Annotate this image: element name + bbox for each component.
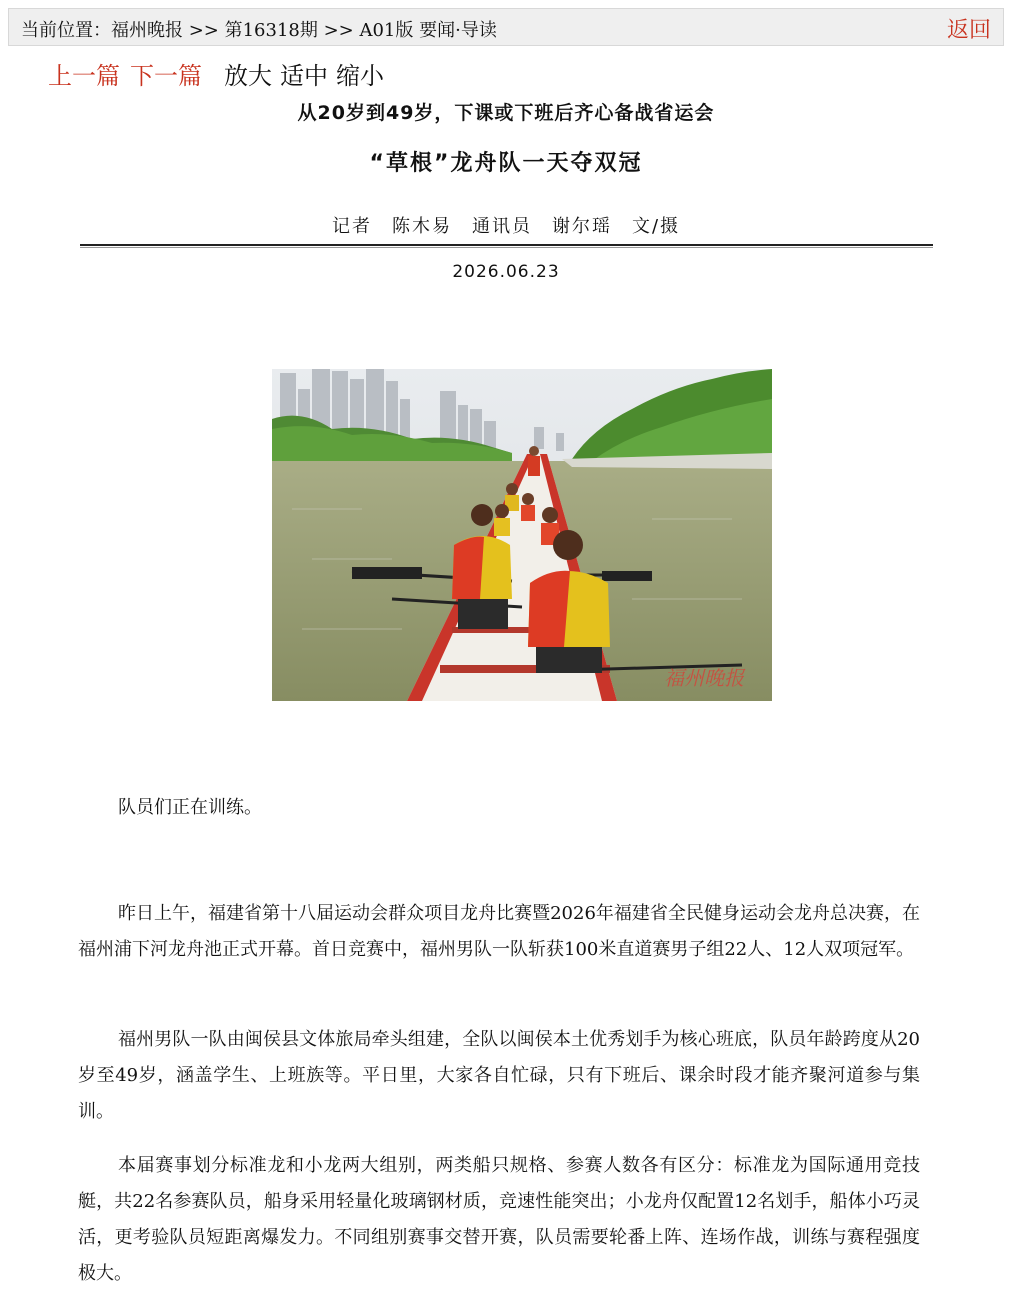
- back-link[interactable]: 返回: [946, 18, 991, 43]
- byline-correspondent-label: 通讯员: [471, 216, 532, 237]
- article-nav: [48, 56, 392, 91]
- byline-reporter-label: 记者: [331, 216, 372, 237]
- publish-date: 2026.06.23: [452, 262, 560, 282]
- article-subtitle: 从20岁到49岁，下课或下班后齐心备战省运会: [297, 102, 715, 124]
- byline-reporter-name: 陈木易: [391, 216, 452, 237]
- byline-credit: 文/摄: [631, 216, 681, 237]
- breadcrumb: 当前位置：福州晚报 >> 第16318期 >> A01版 要闻·导读: [21, 20, 497, 41]
- byline-correspondent-name: 谢尔瑶: [551, 216, 612, 237]
- article-photo: [272, 369, 772, 701]
- body-paragraph-2: 福州男队一队由闽侯县文体旅局牵头组建，全队以闽侯本土优秀划手为核心班底，队员年龄跨度从20岁至49岁，涵盖学生、上班族等。平日里，大家各自忙碌，只有下班后、课余时段才能齐聚河道参与集训。: [78, 1029, 920, 1122]
- zoom-fit-link[interactable]: 适中: [280, 62, 328, 90]
- article-title: “草根”龙舟队一天夺双冠: [369, 151, 643, 176]
- zoom-out-link[interactable]: 缩小: [336, 62, 384, 90]
- photo-watermark: 福州晚报: [664, 666, 744, 690]
- photo-caption: 队员们正在训练。: [118, 797, 262, 818]
- title-divider: [80, 244, 933, 246]
- article-byline: [0, 212, 1012, 238]
- next-article-link[interactable]: 下一篇: [130, 62, 202, 90]
- prev-article-link[interactable]: 上一篇: [48, 62, 120, 90]
- breadcrumb-bar: [8, 8, 1004, 46]
- title-divider-thin: [80, 247, 933, 248]
- body-paragraph-1: 昨日上午，福建省第十八届运动会群众项目龙舟比赛暨2026年福建省全民健身运动会龙舟总决赛，在福州浦下河龙舟池正式开幕。首日竞赛中，福州男队一队斩获100米直道赛男子组22人、12人双项冠军。: [78, 903, 920, 960]
- zoom-in-link[interactable]: 放大: [224, 62, 272, 90]
- body-paragraph-3: 本届赛事划分标准龙和小龙两大组别，两类船只规格、参赛人数各有区分：标准龙为国际通用竞技艇，共22名参赛队员，船身采用轻量化玻璃钢材质，竞速性能突出；小龙舟仅配置12名划手，船体小巧灵活，更考验队员短距离爆发力。不同组别赛事交替开赛，队员需要轮番上阵、连场作战，训练与赛程强度极大。: [78, 1155, 920, 1284]
